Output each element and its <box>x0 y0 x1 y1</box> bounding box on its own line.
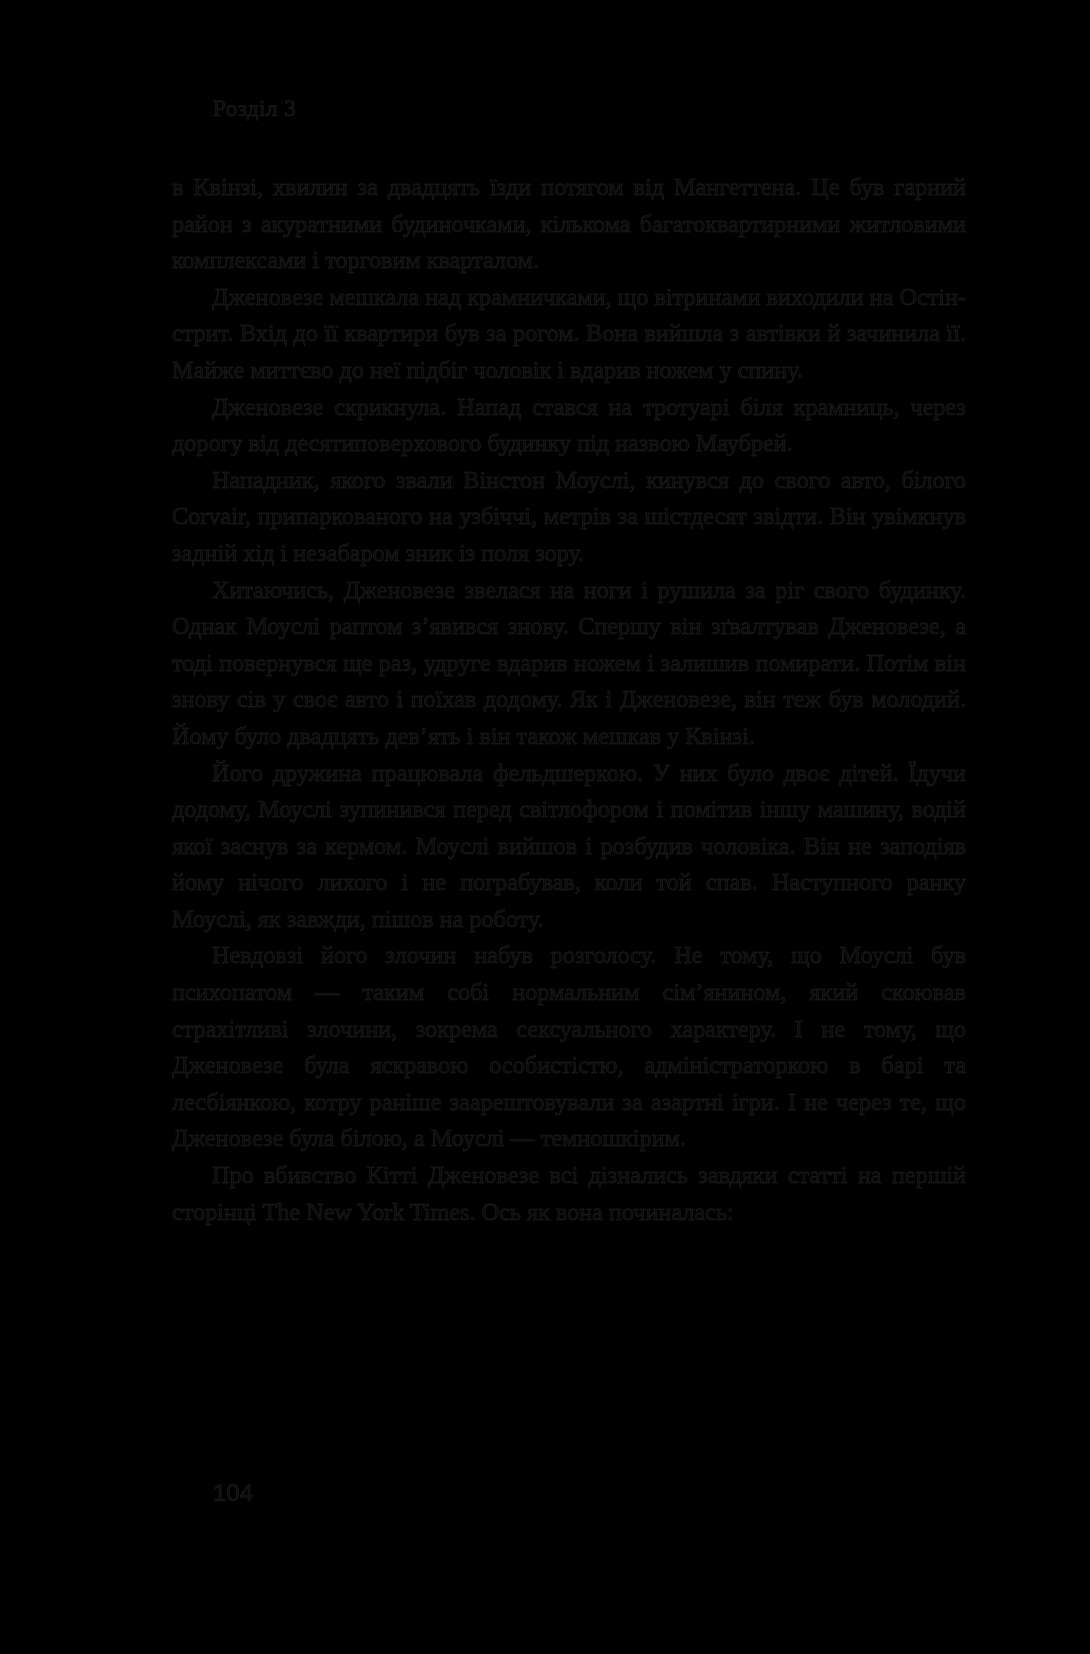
paragraph: Дженовезе скрикнула. Напад стався на тротуарі біля крамниць, через дорогу від десятиповерхового будинку під назвою Маубрей. <box>172 393 966 458</box>
paragraph: в Квінзі, хвилин за двадцять їзди потягом від Мангеттена. Це був гарний район з акуратними будиночками, кількома багатоквартирними житловими комплексами і торговим кварталом. <box>172 174 966 275</box>
body-text <box>172 170 966 1231</box>
paragraph: Дженовезе мешкала над крамничками, що вітринами виходили на Остін-стрит. Вхід до її квартири був за рогом. Вона вийшла з автівки й зачинила її. Майже миттєво до неї підбіг чоловік і вдарив ножем у спину. <box>172 283 966 384</box>
paragraph: Нападник, якого звали Вінстон Моуслі, кинувся до свого авто, білого Corvair, припаркованого на узбіччі, метрів за шістдесят звідти. Він увімкнув задній хід і незабаром зник із поля зору. <box>172 466 966 567</box>
paragraph: Про вбивство Кітті Дженовезе всі дізнались завдяки статті на першій сторінці The New York Times. Ось як вона починалась: <box>172 1162 966 1226</box>
paragraph: Хитаючись, Дженовезе звелася на ноги і рушила за ріг свого будинку. Однак Моуслі раптом з’явився знову. Спершу він зґвалтував Дженовезе, а тоді повернувся ще раз, удруге вдарив ножем і залишив помирати. Потім він знову сів у своє авто і поїхав додому. Як і Дженовезе, він теж був молодий. Йому було двадцять дев’ять і він також мешкав у Квінзі. <box>172 576 966 750</box>
page-number: 104 <box>213 1480 254 1507</box>
paragraph: Невдовзі його злочин набув розголосу. Не тому, що Моуслі був психопатом — таким собі нормальним сім’янином, який скоював страхітливі злочини, зокрема сексуального характеру. І не тому, що Дженовезе була яскравою особистістю, адміністраторкою в барі та лесбіянкою, котру раніше заарештовували за азартні ігри. І не через те, що Дженовезе була білою, а Моуслі — темношкірим. <box>172 942 966 1153</box>
running-head: Розділ 3 <box>213 96 297 121</box>
paragraph: Його дружина працювала фельдшеркою. У них було двоє дітей. Їдучи додому, Моуслі зупинився перед світлофором і помітив іншу машину, водій якої заснув за кермом. Моуслі вийшов і розбудив чоловіка. Він не заподіяв йому нічого лихого і не пограбував, коли той спав. Наступного ранку Моуслі, як завжди, пішов на роботу. <box>172 759 966 933</box>
